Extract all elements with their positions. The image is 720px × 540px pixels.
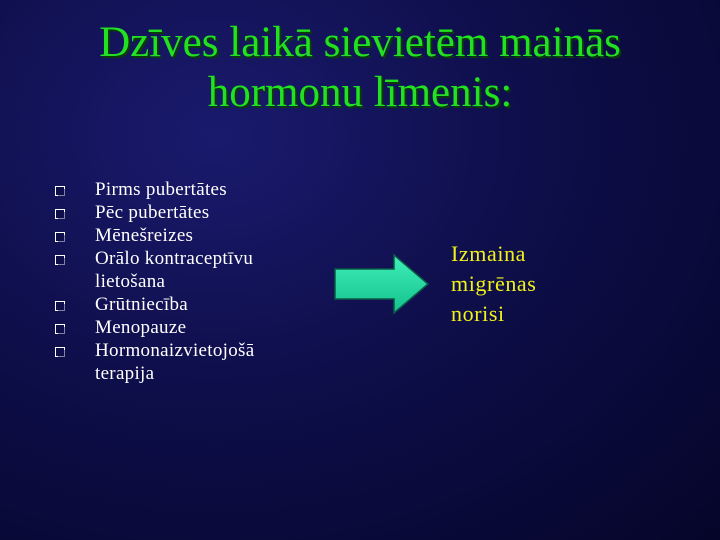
slide-title (40, 18, 680, 118)
bullet-item (52, 224, 352, 247)
hollow-square-icon (55, 255, 65, 265)
hollow-square-icon (55, 347, 65, 357)
bullet-text: Hormonaizvietojošā (95, 340, 255, 361)
bullet-text-cont: terapija (95, 363, 155, 384)
bullet-text-cont: lietošana (95, 271, 166, 292)
right-arrow-icon (332, 252, 432, 316)
bullet-item (52, 247, 352, 293)
hollow-square-icon (55, 186, 65, 196)
hollow-square-icon (55, 209, 65, 219)
bullet-text: Grūtniecība (95, 294, 188, 315)
hollow-square-icon (55, 324, 65, 334)
bullet-text: Menopauze (95, 317, 187, 338)
title-line-2: hormonu līmenis: (207, 69, 513, 116)
bullet-list (52, 178, 352, 385)
hollow-square-icon (55, 232, 65, 242)
bullet-text: Pēc pubertātes (95, 202, 210, 223)
bullet-item (52, 339, 352, 385)
bullet-text: Pirms pubertātes (95, 179, 227, 200)
result-line-2: migrēnas (451, 271, 537, 296)
hollow-square-icon (55, 301, 65, 311)
bullet-item (52, 316, 352, 339)
result-line-1: Izmaina (451, 241, 527, 266)
title-line-1: Dzīves laikā sievietēm mainās (99, 19, 621, 66)
bullet-text: Mēnešreizes (95, 225, 194, 246)
result-text (451, 239, 536, 329)
bullet-item (52, 201, 352, 224)
result-line-3: norisi (451, 301, 505, 326)
bullet-item (52, 178, 352, 201)
bullet-item (52, 293, 352, 316)
bullet-text: Orālo kontraceptīvu (95, 248, 254, 269)
